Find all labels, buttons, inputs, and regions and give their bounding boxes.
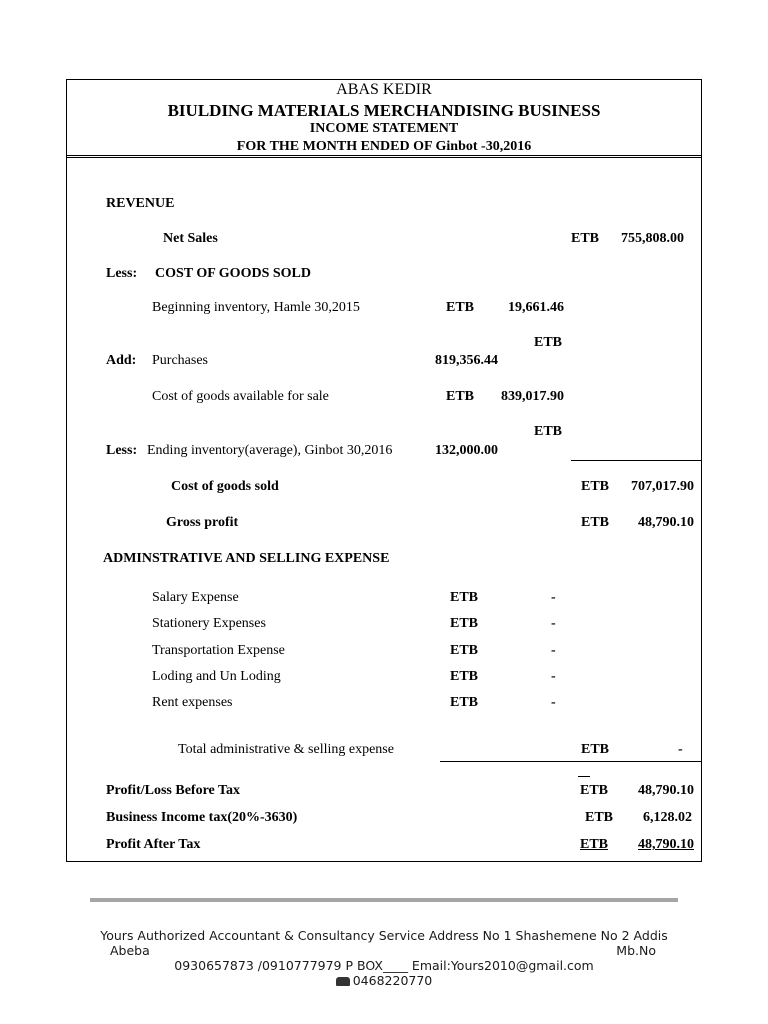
footer-rule xyxy=(90,898,678,902)
add-label: Add: xyxy=(106,353,137,368)
gross-profit-label: Gross profit xyxy=(166,515,239,530)
revenue-heading: REVENUE xyxy=(106,196,175,211)
expense-value: - xyxy=(551,669,556,684)
footer-city: Abeba xyxy=(110,943,150,958)
net-sales-value: 755,808.00 xyxy=(621,231,684,246)
expense-currency: ETB xyxy=(450,669,479,684)
income-tax-value: 6,128.02 xyxy=(643,810,692,825)
available-label: Cost of goods available for sale xyxy=(152,389,329,404)
beginning-inventory-currency: ETB xyxy=(446,300,475,315)
expenses-heading: ADMINSTRATIVE AND SELLING EXPENSE xyxy=(103,551,390,566)
subtotal-rule xyxy=(571,460,702,461)
header-double-rule xyxy=(66,155,702,158)
expense-value: - xyxy=(551,590,556,605)
expense-currency: ETB xyxy=(450,643,479,658)
footer-line-3: 0930657873 /0910777979 P BOX____ Email:Yours2010@gmail.com xyxy=(174,958,594,973)
footer-mobile-label: Mb.No xyxy=(616,943,656,958)
expense-label: Salary Expense xyxy=(152,590,239,605)
expense-value: - xyxy=(551,616,556,631)
cogs-value: 707,017.90 xyxy=(631,479,694,494)
owner-name: ABAS KEDIR xyxy=(336,81,432,98)
profit-before-tax-label: Profit/Loss Before Tax xyxy=(106,783,241,798)
purchases-currency: ETB xyxy=(534,335,563,350)
less2-label: Less: xyxy=(106,443,138,458)
ending-inventory-label: Ending inventory(average), Ginbot 30,2016 xyxy=(147,443,393,458)
expense-value: - xyxy=(551,643,556,658)
profit-after-tax-currency: ETB xyxy=(580,837,609,852)
net-sales-currency: ETB xyxy=(571,231,600,246)
ending-inventory-value: 132,000.00 xyxy=(435,443,498,458)
statement-period: FOR THE MONTH ENDED OF Ginbot -30,2016 xyxy=(236,139,532,154)
total-expense-label: Total administrative & selling expense xyxy=(178,742,394,757)
purchases-value: 819,356.44 xyxy=(435,353,498,368)
ending-inventory-currency: ETB xyxy=(534,424,563,439)
profit-before-tax-currency: ETB xyxy=(580,783,609,798)
available-value: 839,017.90 xyxy=(501,389,564,404)
expense-label: Loding and Un Loding xyxy=(152,669,281,684)
total-expense-value: - xyxy=(678,742,683,757)
footer-line-1: Yours Authorized Accountant & Consultancy Service Address No 1 Shashemene No 2 Addis xyxy=(100,928,668,943)
cogs-label: Cost of goods sold xyxy=(171,479,279,494)
footer-line-4 xyxy=(90,973,678,988)
gross-profit-value: 48,790.10 xyxy=(638,515,694,530)
cogs-heading: COST OF GOODS SOLD xyxy=(155,266,311,281)
telephone-icon xyxy=(336,977,350,986)
total-rule xyxy=(440,761,702,762)
net-sales-label: Net Sales xyxy=(163,231,218,246)
expense-label: Transportation Expense xyxy=(152,643,285,658)
statement-title: INCOME STATEMENT xyxy=(309,121,459,136)
profit-after-tax-label: Profit After Tax xyxy=(106,837,201,852)
expense-label: Rent expenses xyxy=(152,695,233,710)
less-label: Less: xyxy=(106,266,138,281)
total-expense-currency: ETB xyxy=(581,742,610,757)
purchases-label: Purchases xyxy=(152,353,208,368)
expense-value: - xyxy=(551,695,556,710)
available-currency: ETB xyxy=(446,389,475,404)
expense-currency: ETB xyxy=(450,590,479,605)
expense-currency: ETB xyxy=(450,695,479,710)
beginning-inventory-label: Beginning inventory, Hamle 30,2015 xyxy=(152,300,360,315)
profit-before-tax-value: 48,790.10 xyxy=(638,783,694,798)
income-tax-label: Business Income tax(20%-3630) xyxy=(106,810,298,825)
business-name: BIULDING MATERIALS MERCHANDISING BUSINESS xyxy=(167,101,601,120)
profit-after-tax-value: 48,790.10 xyxy=(638,837,694,852)
gross-profit-currency: ETB xyxy=(581,515,610,530)
beginning-inventory-value: 19,661.46 xyxy=(508,300,564,315)
expense-label: Stationery Expenses xyxy=(152,616,266,631)
cogs-currency: ETB xyxy=(581,479,610,494)
expense-currency: ETB xyxy=(450,616,479,631)
short-rule xyxy=(578,776,590,777)
income-tax-currency: ETB xyxy=(585,810,614,825)
footer-phone: 0468220770 xyxy=(352,973,433,988)
